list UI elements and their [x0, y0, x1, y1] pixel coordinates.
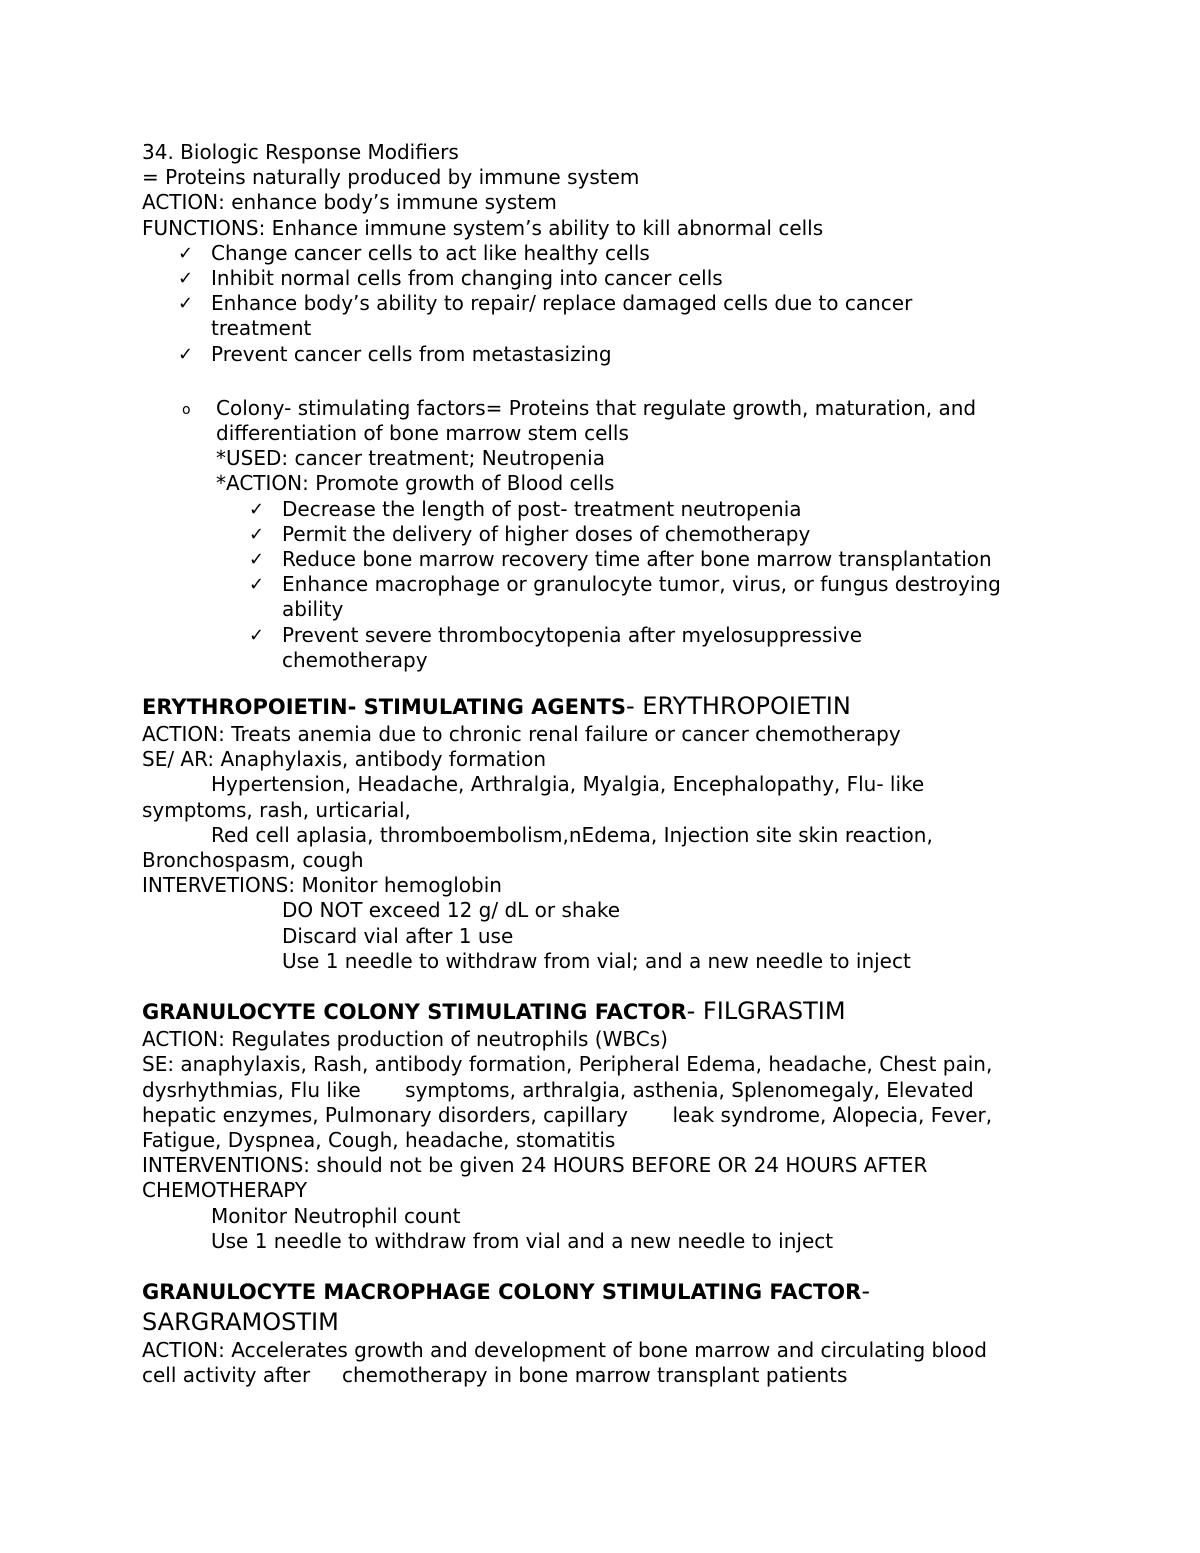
list-item: ✓ Inhibit normal cells from changing into cancer cells: [178, 266, 723, 291]
check-icon: ✓: [178, 293, 194, 315]
gmcsf-heading-bold: GRANULOCYTE MACROPHAGE COLONY STIMULATING FACTOR: [142, 1279, 862, 1304]
check-icon: ✓: [249, 624, 265, 646]
list-item: ✓ Permit the delivery of higher doses of chemotherapy: [249, 521, 811, 546]
gcsf-se-line: SE: anaphylaxis, Rash, antibody formation, Peripheral Edema, headache, Chest pain,: [142, 1052, 993, 1077]
list-item: ✓ Decrease the length of post- treatment neutropenia: [249, 496, 802, 521]
colony-list: [142, 497, 1072, 673]
gmcsf-action: ACTION: Accelerates growth and development of bone marrow and circulating blood: [142, 1337, 987, 1362]
esa-se-line: Red cell aplasia, thromboembolism,nEdema, Injection site skin reaction,: [211, 822, 933, 847]
definition-line: = Proteins naturally produced by immune system: [142, 165, 640, 190]
list-item: ✓ Enhance body’s ability to repair/ replace damaged cells due to cancer treatment: [178, 291, 913, 341]
esa-se-line: symptoms, rash, urticarial,: [142, 797, 411, 822]
gmcsf-action-cont: cell activity after chemotherapy in bone marrow transplant patients: [142, 1363, 848, 1388]
colony-definition-cont: differentiation of bone marrow stem cells: [216, 421, 629, 446]
gmcsf-heading-dash: -: [861, 1276, 871, 1305]
check-icon: ✓: [178, 343, 194, 365]
esa-interventions: INTERVETIONS: Monitor hemoglobin: [142, 873, 502, 898]
list-item: ✓ Reduce bone marrow recovery time after bone marrow transplantation: [249, 547, 992, 572]
esa-intervention-item: DO NOT exceed 12 g/ dL or shake: [282, 898, 621, 923]
gcsf-se-line: hepatic enzymes, Pulmonary disorders, capillary leak syndrome, Alopecia, Fever,: [142, 1102, 993, 1127]
esa-heading-drug: - ERYTHROPOIETIN: [625, 692, 851, 721]
gcsf-interventions: INTERVENTIONS: should not be given 24 HOURS BEFORE OR 24 HOURS AFTER: [142, 1153, 928, 1178]
gcsf-intervention-item: Monitor Neutrophil count: [211, 1203, 461, 1228]
list-item: ✓ Prevent severe thrombocytopenia after myelosuppressive chemotherapy: [249, 622, 863, 672]
functions-line: FUNCTIONS: Enhance immune system’s ability to kill abnormal cells: [142, 215, 824, 240]
gcsf-intervention-item: Use 1 needle to withdraw from vial and a new needle to inject: [211, 1228, 834, 1253]
esa-se-line: Hypertension, Headache, Arthralgia, Myalgia, Encephalopathy, Flu- like: [211, 772, 925, 797]
check-icon: ✓: [178, 242, 194, 264]
list-item: ✓ Enhance macrophage or granulocyte tumor, virus, or fungus destroying ability: [249, 572, 1001, 622]
section-title: 34. Biologic Response Modifiers: [142, 140, 459, 164]
functions-list: [142, 241, 1072, 367]
esa-intervention-item: Discard vial after 1 use: [282, 923, 514, 948]
gmcsf-heading-drug-line: [142, 1307, 1072, 1338]
colony-action: *ACTION: Promote growth of Blood cells: [216, 471, 615, 496]
esa-intervention-item: Use 1 needle to withdraw from vial; and a new needle to inject: [282, 948, 911, 973]
gcsf-heading: [142, 996, 1072, 1027]
esa-action: ACTION: Treats anemia due to chronic renal failure or cancer chemotherapy: [142, 722, 901, 747]
action-line: ACTION: enhance body’s immune system: [142, 190, 557, 215]
gcsf-se-line: dysrhythmias, Flu like symptoms, arthralgia, asthenia, Splenomegaly, Elevated: [142, 1077, 974, 1102]
esa-se: SE/ AR: Anaphylaxis, antibody formation: [142, 747, 546, 772]
check-icon: ✓: [178, 268, 194, 290]
circle-bullet-icon: o: [182, 401, 191, 418]
gcsf-heading-drug: - FILGRASTIM: [686, 997, 846, 1026]
document-page: [142, 140, 1072, 1388]
check-icon: ✓: [249, 574, 265, 596]
colony-used: *USED: cancer treatment; Neutropenia: [216, 446, 605, 471]
list-item: ✓ Change cancer cells to act like healthy cells: [178, 240, 650, 265]
check-icon: ✓: [249, 498, 265, 520]
esa-heading: [142, 691, 1072, 722]
gcsf-heading-bold: GRANULOCYTE COLONY STIMULATING FACTOR: [142, 1000, 687, 1025]
colony-definition: Colony- stimulating factors= Proteins that regulate growth, maturation, and: [216, 395, 977, 420]
check-icon: ✓: [249, 523, 265, 545]
gcsf-action: ACTION: Regulates production of neutrophils (WBCs): [142, 1027, 668, 1052]
gcsf-interventions-cont: CHEMOTHERAPY: [142, 1178, 308, 1203]
esa-se-line: Bronchospasm, cough: [142, 848, 364, 873]
list-item: ✓ Prevent cancer cells from metastasizing: [178, 341, 612, 366]
esa-heading-bold: ERYTHROPOIETIN- STIMULATING AGENTS: [142, 695, 626, 720]
check-icon: ✓: [249, 549, 265, 571]
gcsf-se-line: Fatigue, Dyspnea, Cough, headache, stomatitis: [142, 1127, 616, 1152]
colony-section: [142, 396, 1072, 497]
gmcsf-heading: [142, 1276, 1072, 1307]
gmcsf-heading-drug: SARGRAMOSTIM: [142, 1307, 339, 1336]
